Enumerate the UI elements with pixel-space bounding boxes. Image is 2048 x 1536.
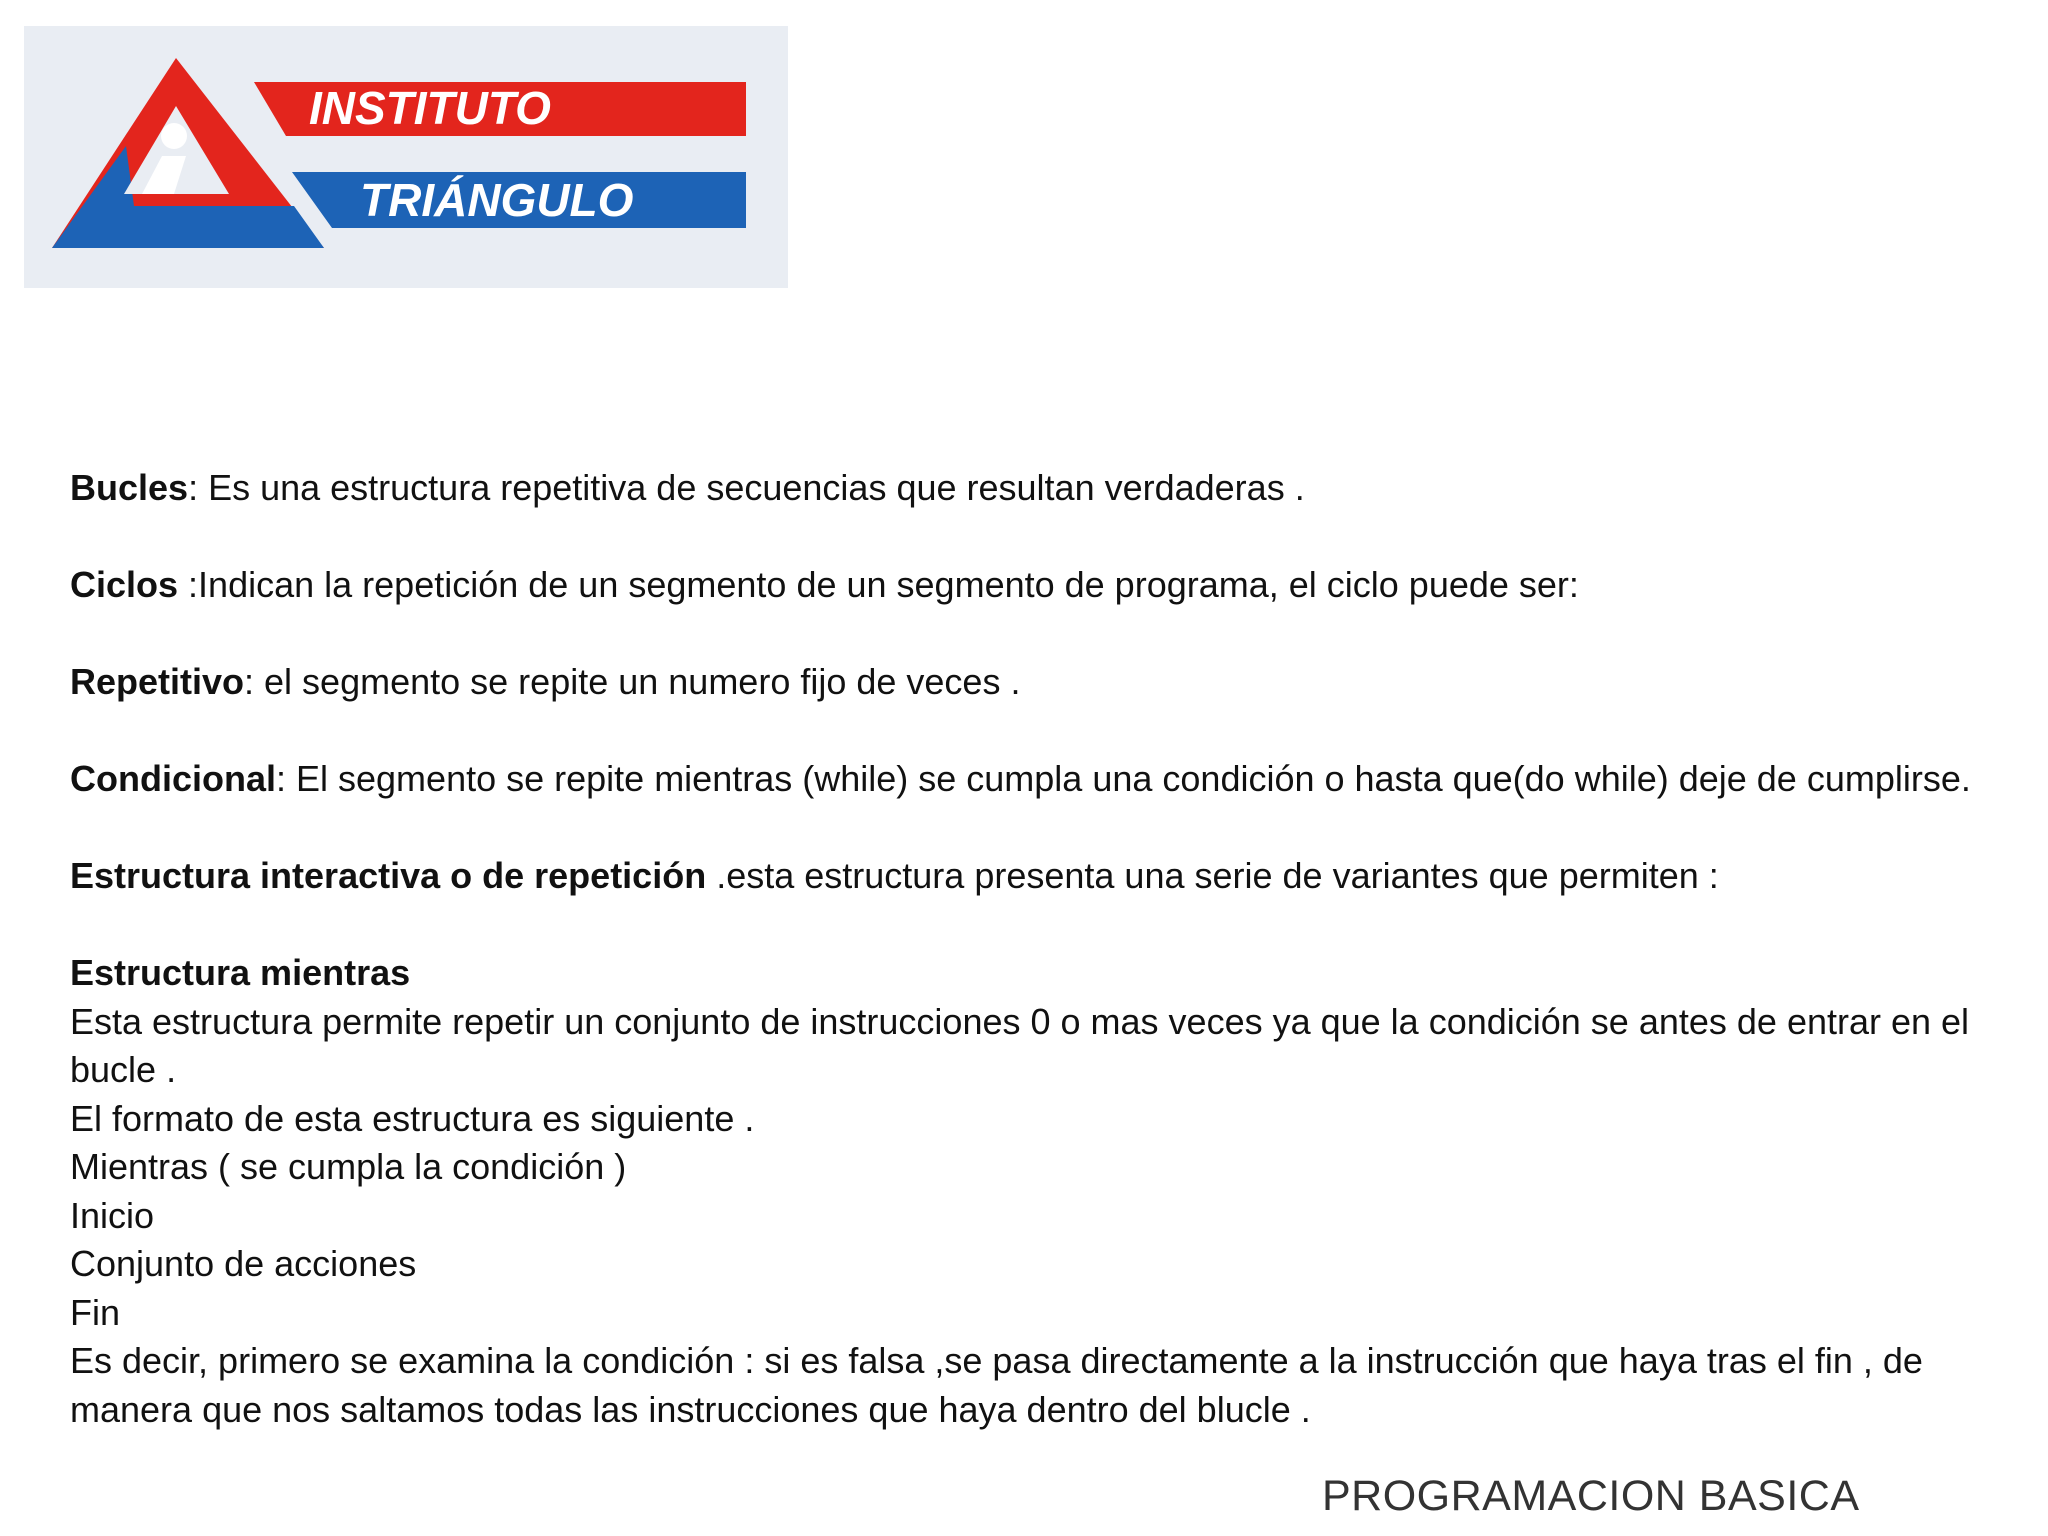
definition-repetitivo bbox=[70, 658, 2010, 707]
term-ciclos: Ciclos bbox=[70, 564, 189, 605]
term-condicional: Condicional bbox=[70, 758, 276, 799]
term-bucles: Bucles bbox=[70, 467, 189, 508]
definition-ciclos bbox=[70, 561, 2010, 610]
text-line: Mientras ( se cumpla la condición ) bbox=[70, 1146, 627, 1187]
text-line: Esta estructura permite repetir un conjunto de instrucciones 0 o mas veces ya que la condición se antes de entrar en el bbox=[70, 1000, 1970, 1042]
logo-line1: INSTITUTO bbox=[309, 82, 551, 134]
definition-bucles bbox=[70, 464, 2010, 513]
text-line: Fin bbox=[70, 1291, 121, 1333]
definition-condicional-text: : El segmento se repite mientras (while) se cumpla una condición o hasta que(do while) deje de cumplirse. bbox=[276, 758, 1971, 799]
text-line: Conjunto de acciones bbox=[70, 1243, 417, 1284]
slide-body bbox=[70, 464, 2010, 1434]
text-line: bucle . bbox=[70, 1049, 177, 1090]
section-heading-mientras bbox=[70, 949, 2010, 998]
heading-mientras-text: Estructura mientras bbox=[70, 952, 411, 993]
definition-repetitivo-text: : el segmento se repite un numero fijo de veces . bbox=[244, 661, 1021, 702]
institute-logo bbox=[24, 26, 788, 288]
definition-estructura-interactiva bbox=[70, 852, 2010, 901]
footer-course-title: PROGRAMACION BASICA bbox=[1322, 1472, 1860, 1520]
definition-condicional bbox=[70, 755, 2010, 804]
text-line: Es decir, primero se examina la condición : si es falsa ,se pasa directamente a la instrucción que haya tras el fin , de bbox=[70, 1340, 1923, 1381]
text-line: El formato de esta estructura es siguiente . bbox=[70, 1097, 755, 1139]
definition-ciclos-text: :Indican la repetición de un segmento de un segmento de programa, el ciclo puede ser: bbox=[188, 564, 1579, 605]
text-line: manera que nos saltamos todas las instrucciones que haya dentro del blucle . bbox=[70, 1388, 1311, 1430]
definition-bucles-text: : Es una estructura repetitiva de secuencias que resultan verdaderas . bbox=[188, 467, 1305, 508]
text-line: Inicio bbox=[70, 1194, 155, 1236]
term-repetitivo: Repetitivo bbox=[70, 661, 245, 702]
logo-line2: TRIÁNGULO bbox=[360, 174, 634, 226]
definition-estructura-interactiva-text: .esta estructura presenta una serie de variantes que permiten : bbox=[716, 855, 1719, 896]
triangle-logo-graphic bbox=[24, 26, 788, 288]
term-estructura-interactiva: Estructura interactiva o de repetición bbox=[70, 855, 717, 896]
